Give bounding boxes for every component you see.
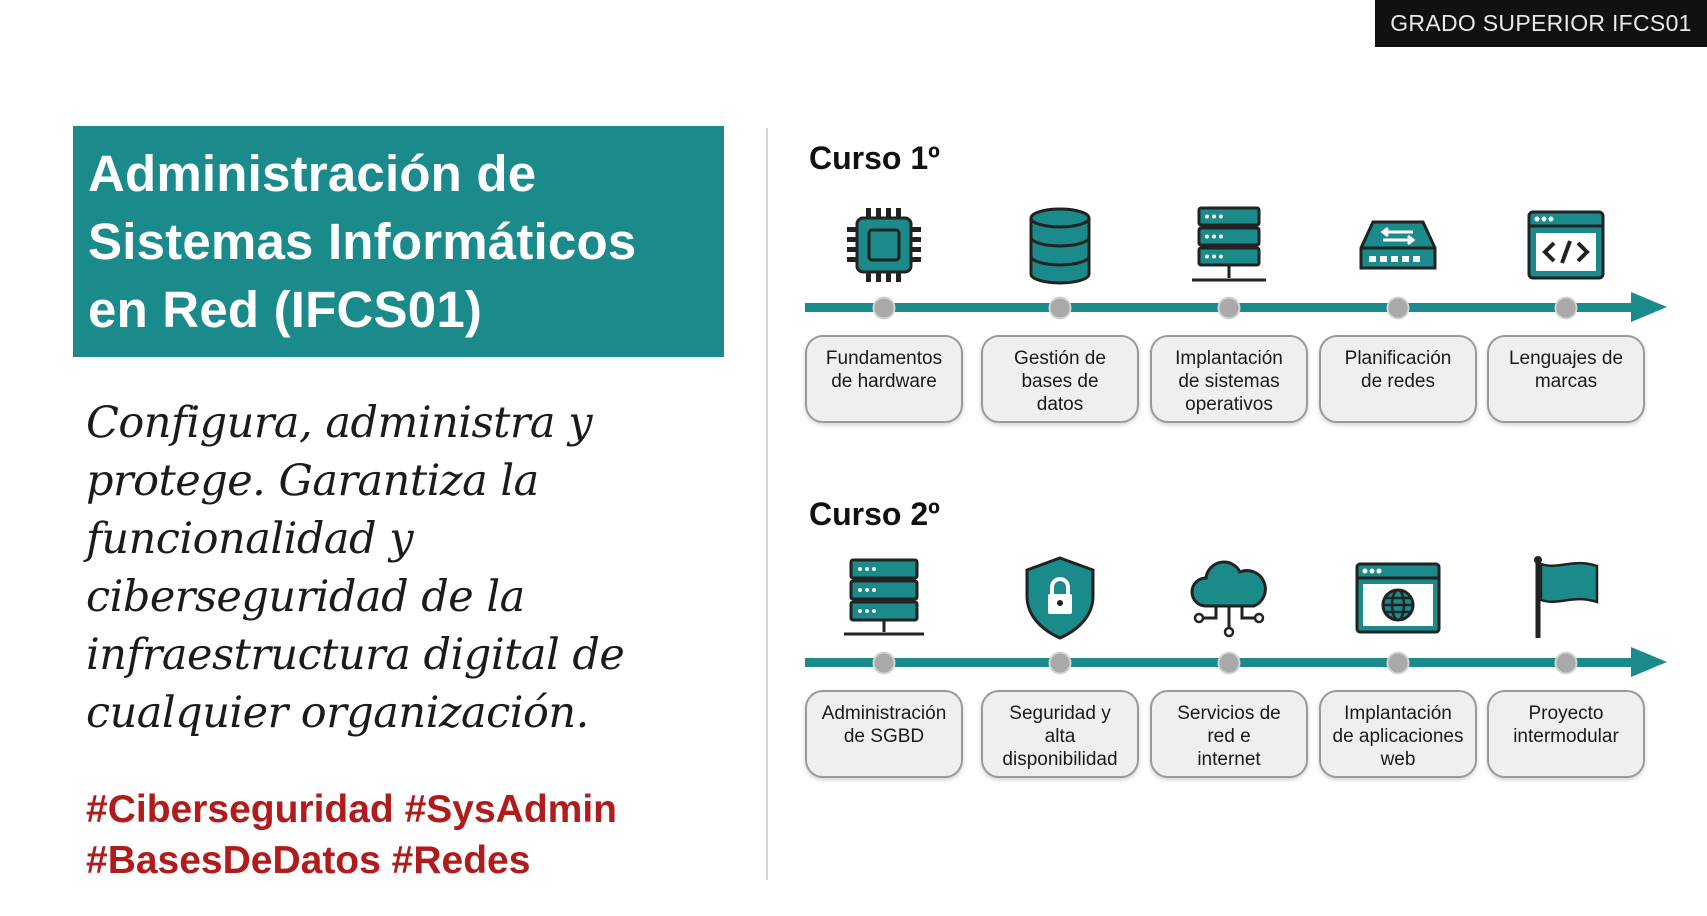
- description-line: infraestructura digital de: [86, 630, 625, 680]
- timeline-node: [1049, 652, 1072, 675]
- description-line: Configura, administra y: [86, 398, 593, 448]
- timeline-node: [1218, 652, 1241, 675]
- module-label-line: Planificación: [1344, 348, 1452, 369]
- hashtags: [86, 784, 617, 886]
- timeline-node: [873, 297, 896, 320]
- module-label-line: intermodular: [1513, 726, 1619, 747]
- flag-icon: [1521, 554, 1611, 644]
- cpu-chip-icon: [839, 200, 929, 290]
- timeline-node: [1387, 652, 1410, 675]
- module-card: [981, 335, 1139, 423]
- module-card: [1487, 335, 1645, 423]
- timeline-node: [1218, 297, 1241, 320]
- network-switch-icon: [1353, 200, 1443, 290]
- module-label-line: datos: [1036, 394, 1084, 415]
- program-description: [86, 394, 726, 742]
- module-label-line: web: [1380, 749, 1416, 770]
- course-2-title: Curso 2º: [809, 496, 940, 532]
- description-line: funcionalidad y: [86, 514, 414, 564]
- timeline-node: [1555, 652, 1578, 675]
- page-title-line: en Red (IFCS01): [88, 281, 483, 338]
- module-label-line: de sistemas: [1178, 371, 1280, 392]
- module-label-line: de SGBD: [843, 726, 925, 747]
- module-label-line: operativos: [1185, 394, 1273, 415]
- module-label-line: bases de: [1021, 371, 1099, 392]
- description-line: protege. Garantiza la: [86, 456, 539, 506]
- course-2-timeline: [805, 652, 1665, 672]
- timeline-node: [1049, 297, 1072, 320]
- timeline-node: [873, 652, 896, 675]
- module-card: [805, 690, 963, 778]
- module-label-line: Fundamentos: [825, 348, 943, 369]
- module-label-line: disponibilidad: [1002, 749, 1118, 770]
- module-label-line: Gestión de: [1014, 348, 1106, 369]
- page-title-line: Sistemas Informáticos: [88, 213, 637, 270]
- server-rack-icon: [839, 554, 929, 644]
- module-card: [1150, 690, 1308, 778]
- module-card: [1319, 690, 1477, 778]
- module-label-line: Servicios de: [1177, 703, 1281, 724]
- shield-lock-icon: [1015, 554, 1105, 644]
- module-label-line: internet: [1197, 749, 1261, 770]
- module-label-line: Proyecto: [1528, 703, 1604, 724]
- hashtag-line: #Ciberseguridad #SysAdmin: [86, 788, 617, 831]
- timeline-arrow: [1631, 292, 1667, 322]
- server-rack-icon: [1184, 200, 1274, 290]
- cloud-network-icon: [1184, 554, 1274, 644]
- hashtag-line: #BasesDeDatos #Redes: [86, 839, 531, 882]
- course-1-title: Curso 1º: [809, 140, 940, 176]
- web-browser-globe-icon: [1353, 554, 1443, 644]
- module-label-line: red e: [1207, 726, 1251, 747]
- module-label-line: Implantación: [1344, 703, 1452, 724]
- module-card: [981, 690, 1139, 778]
- module-label-line: Administración: [821, 703, 947, 724]
- database-icon: [1015, 200, 1105, 290]
- module-card: [1487, 690, 1645, 778]
- module-label-line: marcas: [1534, 371, 1598, 392]
- module-card: [805, 335, 963, 423]
- module-label-line: Seguridad y: [1009, 703, 1111, 724]
- code-window-icon: [1521, 200, 1611, 290]
- vertical-divider: [766, 128, 768, 880]
- page-title-line: Administración de: [88, 145, 537, 202]
- module-card: [1319, 335, 1477, 423]
- timeline-node: [1555, 297, 1578, 320]
- module-label-line: Implantación: [1175, 348, 1283, 369]
- timeline-arrow: [1631, 647, 1667, 677]
- description-line: ciberseguridad de la: [86, 572, 525, 622]
- module-label-line: de hardware: [831, 371, 937, 392]
- module-label-line: Lenguajes de: [1508, 348, 1624, 369]
- module-label-line: de redes: [1361, 371, 1435, 392]
- program-badge: GRADO SUPERIOR IFCS01: [1375, 0, 1707, 47]
- course-1-timeline: [805, 297, 1665, 317]
- timeline-node: [1387, 297, 1410, 320]
- title-box: [73, 126, 724, 357]
- description-line: cualquier organización.: [86, 688, 589, 738]
- module-label-line: de aplicaciones: [1332, 726, 1464, 747]
- module-card: [1150, 335, 1308, 423]
- module-label-line: alta: [1044, 726, 1076, 747]
